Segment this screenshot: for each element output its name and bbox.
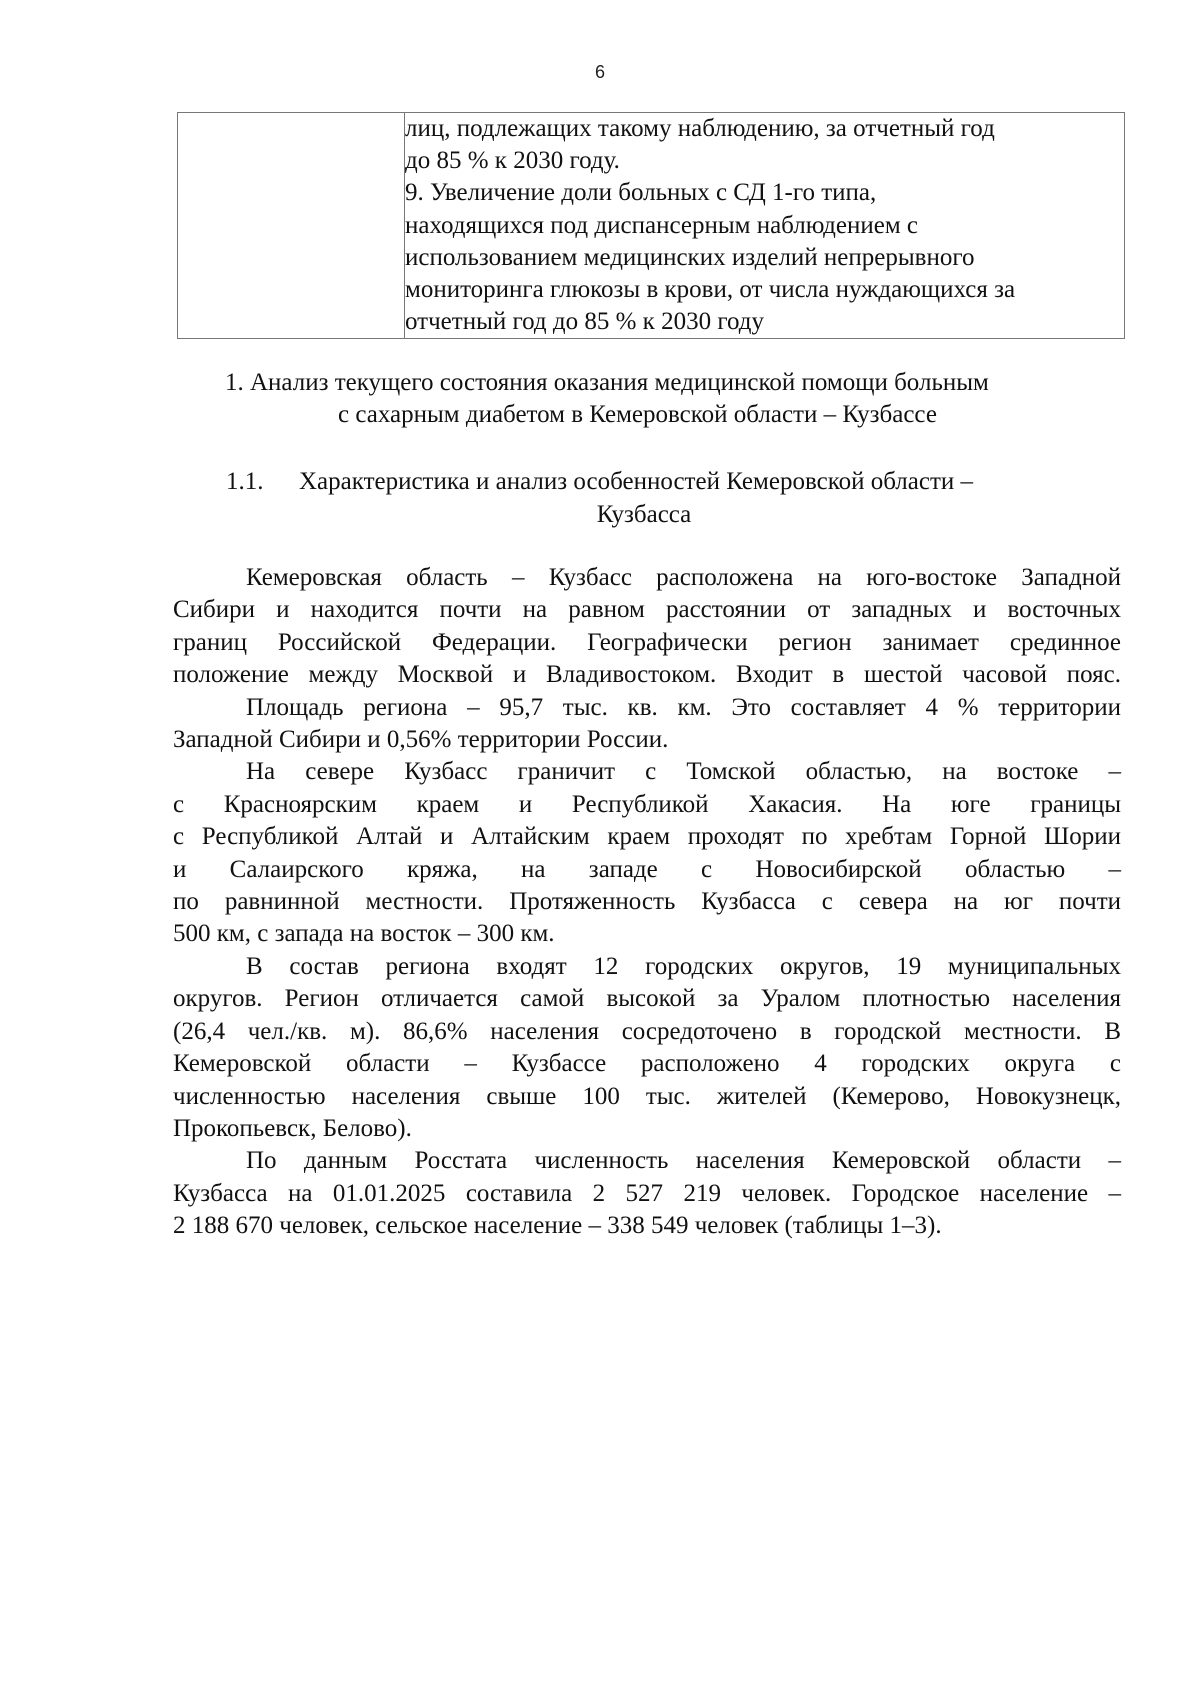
- subsection-heading-line: Характеристика и анализ особенностей Кемеровской области –: [299, 468, 974, 495]
- table-text-line: мониторинга глюкозы в крови, от числа нуждающихся за: [405, 276, 1016, 304]
- table-text-line: находящихся под диспансерным наблюдением с: [405, 211, 918, 239]
- paragraph-line: Площадь региона – 95,7 тыс. кв. км. Это составляет 4 % территории: [246, 693, 1121, 721]
- table-cell-right: [405, 113, 1125, 339]
- paragraph: [173, 951, 1121, 1145]
- page-number: 6: [594, 62, 605, 82]
- paragraph-line: 500 км, с запада на восток – 300 км.: [173, 920, 555, 948]
- paragraph-line: (26,4 чел./кв. м). 86,6% населения сосредоточено в городской местности. В: [173, 1017, 1121, 1045]
- paragraph-line: с Красноярским краем и Республикой Хакасия. На юге границы: [173, 790, 1121, 818]
- paragraph: [173, 1145, 1121, 1242]
- paragraph: [173, 756, 1121, 950]
- paragraph-line: положение между Москвой и Владивостоком. Входит в шестой часовой пояс.: [173, 661, 1121, 689]
- paragraph-line: границ Российской Федерации. Географически регион занимает срединное: [173, 628, 1121, 656]
- table-text-line: использованием медицинских изделий непрерывного: [405, 243, 975, 271]
- paragraph-line: численностью населения свыше 100 тыс. жителей (Кемерово, Новокузнецк,: [173, 1082, 1121, 1110]
- table-text-line: лиц, подлежащих такому наблюдению, за отчетный год: [405, 115, 995, 142]
- paragraph-line: Кузбасса на 01.01.2025 составила 2 527 219 человек. Городское население –: [173, 1179, 1121, 1207]
- paragraph-line: По данным Росстата численность населения Кемеровской области –: [246, 1147, 1121, 1175]
- table-text-line: отчетный год до 85 % к 2030 году: [405, 308, 764, 336]
- table-text-line: до 85 % к 2030 году.: [405, 147, 620, 175]
- paragraph-line: В состав региона входят 12 городских округов, 19 муниципальных: [246, 952, 1121, 980]
- table-text-line: 9. Увеличение доли больных с СД 1-го типа,: [405, 179, 877, 207]
- paragraph-line: 2 188 670 человек, сельское население – 338 549 человек (таблицы 1–3).: [173, 1212, 942, 1240]
- paragraph-line: и Салаирского кряжа, на западе с Новосибирской областью –: [173, 855, 1121, 883]
- paragraph-line: Прокопьевск, Белово).: [173, 1114, 412, 1142]
- paragraph-line: по равнинной местности. Протяженность Кузбасса с севера на юг почти: [173, 888, 1121, 916]
- paragraph-line: Западной Сибири и 0,56% территории России.: [173, 726, 669, 754]
- body-text: [173, 562, 1121, 1243]
- paragraph-line: с Республикой Алтай и Алтайским краем проходят по хребтам Горной Шории: [173, 823, 1121, 851]
- paragraph: [173, 562, 1121, 692]
- paragraph-line: округов. Регион отличается самой высокой за Уралом плотностью населения: [173, 985, 1121, 1013]
- section-heading-line: 1. Анализ текущего состояния оказания медицинской помощи больным: [225, 369, 989, 396]
- paragraph: [173, 692, 1121, 757]
- paragraph-line: Кемеровской области – Кузбассе расположено 4 городских округа с: [173, 1050, 1121, 1078]
- paragraph-line: Сибири и находится почти на равном расстоянии от западных и восточных: [173, 596, 1121, 624]
- table-row: [178, 113, 1125, 339]
- section-heading-line: с сахарным диабетом в Кемеровской области – Кузбассе: [338, 401, 937, 428]
- subsection-number: 1.1.: [226, 468, 264, 495]
- paragraph-line: На севере Кузбасс граничит с Томской областью, на востоке –: [246, 758, 1121, 786]
- paragraph-line: Кемеровская область – Кузбасс расположена на юго-востоке Западной: [246, 564, 1121, 591]
- continued-table: [177, 112, 1125, 339]
- table-cell-left: [178, 113, 405, 339]
- subsection-heading-line: Кузбасса: [596, 501, 692, 528]
